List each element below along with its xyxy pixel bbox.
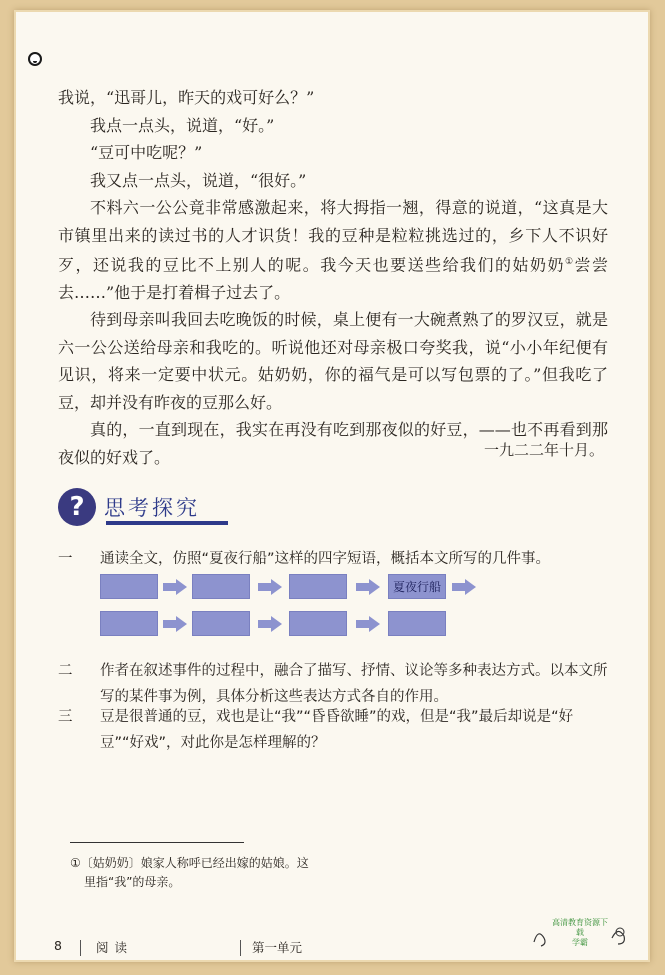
paragraph-part: 尝尝去……”他于是打着楫子过去了。	[58, 255, 608, 302]
flow-box	[100, 611, 158, 636]
paragraph: 我又点一点头，说道，“很好。”	[90, 170, 307, 190]
watermark-line: 高清教育资源下载	[552, 918, 608, 937]
paragraph-part: 不料六一公公竟非常感激起来，将大拇指一翘，得意的说道，“这真是大市镇里出来的读过书的人才识货！我的豆种是粒粒挑选过的，乡下人不识好歹，还说我的豆比不上别人的呢。我今天也要送些给我们的姑奶奶	[58, 198, 608, 275]
watermark-text	[550, 918, 610, 948]
question-number: 三	[58, 709, 73, 725]
flow-box	[289, 611, 347, 636]
question-text: 豆是很普通的豆，戏也是让“我”“昏昏欲睡”的戏，但是“我”最后却说是“好豆”“好戏”，对此你是怎样理解的？	[100, 709, 574, 751]
footnote-divider	[70, 842, 244, 843]
section-title: 思考探究	[104, 496, 200, 520]
question-number: 一	[58, 551, 73, 567]
question-item	[58, 704, 608, 756]
textbook-page	[14, 10, 650, 962]
smiley-icon	[28, 52, 42, 66]
flow-box	[388, 611, 446, 636]
question-mark-icon: ?	[58, 488, 96, 526]
question-item	[58, 658, 608, 710]
question-item	[58, 546, 608, 572]
arrow-right-icon	[163, 579, 187, 595]
flow-box	[289, 574, 347, 599]
paragraph	[58, 194, 608, 306]
paragraph: “豆可中吃呢？”	[90, 143, 203, 162]
footnote-line: ①〔姑奶奶〕娘家人称呼已经出嫁的姑娘。这	[70, 856, 309, 870]
footer-unit: 第一单元	[252, 940, 303, 955]
flow-box	[192, 611, 250, 636]
arrow-right-icon	[452, 579, 476, 595]
flow-box-filled: 夏夜行船	[388, 574, 446, 599]
flow-box	[192, 574, 250, 599]
paragraph: 待到母亲叫我回去吃晚饭的时候，桌上便有一大碗煮熟了的罗汉豆，就是六一公公送给母亲和我吃的。听说他还对母亲极口夸奖我，说“小小年纪便有见识，将来一定要中状元。姑奶奶，你的福气是可以写包票的了。”但我吃了豆，却并没有昨夜的豆那么好。	[58, 310, 608, 412]
arrow-right-icon	[356, 579, 380, 595]
story-text	[58, 84, 608, 471]
paragraph: 我说，“迅哥儿，昨天的戏可好么？”	[58, 88, 315, 107]
footnote	[70, 854, 330, 892]
footer-section: 阅读	[96, 940, 134, 955]
footer-divider	[80, 940, 81, 956]
page-number: 8	[54, 938, 62, 953]
date-line: 一九二二年十月。	[483, 441, 604, 459]
watermark-logo	[528, 912, 632, 952]
flow-box	[100, 574, 158, 599]
arrow-right-icon	[258, 616, 282, 632]
arrow-right-icon	[163, 616, 187, 632]
footnote-line: 里指“我”的母亲。	[84, 875, 181, 889]
arrow-right-icon	[258, 579, 282, 595]
paragraph: 我点一点头，说道，“好。”	[90, 115, 275, 135]
footnote-marker: ①	[564, 257, 575, 267]
question-text: 作者在叙述事件的过程中，融合了描写、抒情、议论等多种表达方式。以本文所写的某件事为例，具体分析这些表达方式各自的作用。	[100, 663, 608, 705]
paragraph: 真的，一直到现在，我实在再没有吃到那夜似的好豆，——也不再看到那夜似的好戏了。	[58, 420, 608, 467]
question-text: 通读全文，仿照“夏夜行船”这样的四字短语，概括本文所写的几件事。	[100, 551, 551, 567]
section-underline	[106, 521, 228, 525]
footer-divider	[240, 940, 241, 956]
question-number: 二	[58, 663, 73, 679]
section-header	[58, 488, 358, 528]
arrow-right-icon	[356, 616, 380, 632]
watermark-line: 学霸	[572, 938, 588, 947]
